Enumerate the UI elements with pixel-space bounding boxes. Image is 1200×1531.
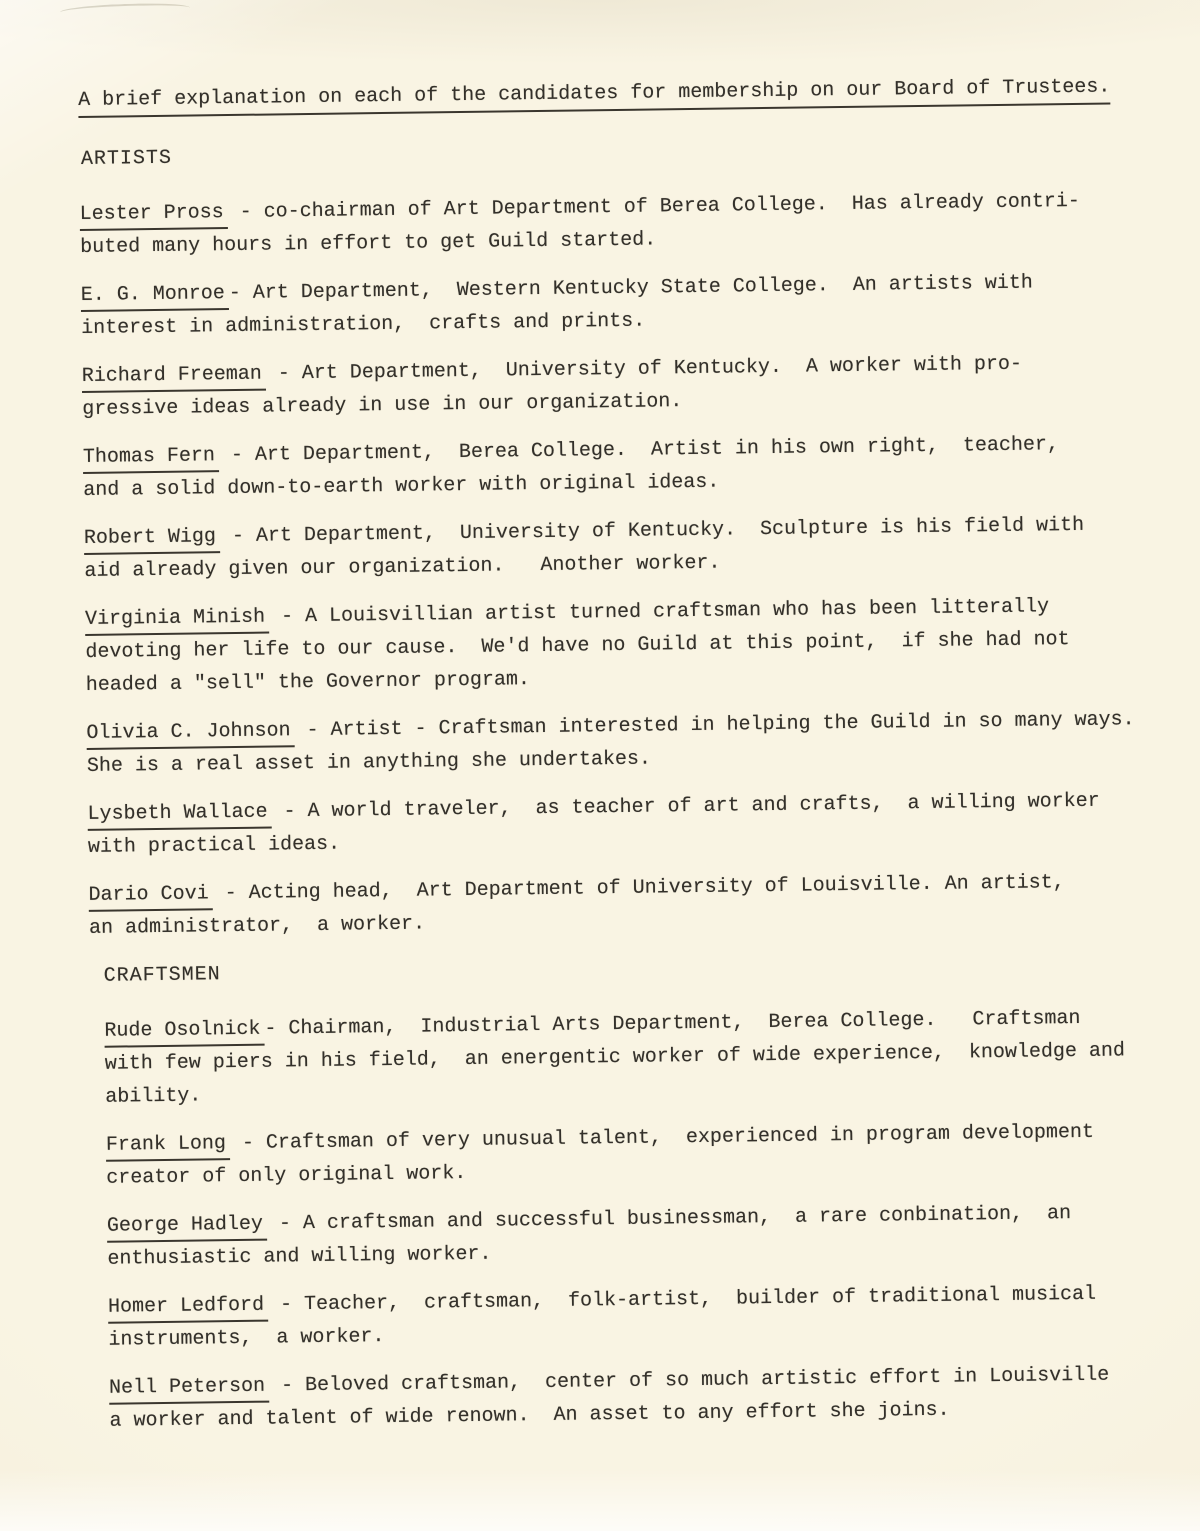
- entry-text: with few piers in his field, an energentic worker of wide experience, knowledge and: [104, 1039, 1126, 1076]
- entry-lester-pross: [79, 184, 1160, 264]
- entry-text: - Acting head, Art Department of University of Louisville. An artist,: [212, 871, 1065, 906]
- entry-name: Frank Long: [106, 1132, 230, 1162]
- entry-nell-peterson: [95, 1358, 1176, 1438]
- entry-text: ability.: [105, 1084, 202, 1109]
- entry-frank-long: [92, 1115, 1173, 1195]
- entry-text: a worker and talent of wide renown. An asset to any effort she joins.: [109, 1398, 950, 1433]
- entry-text: gressive ideas already in use in our organization.: [82, 390, 683, 421]
- entry-name: Virginia Minish: [85, 606, 269, 636]
- entry-text: instruments, a worker.: [108, 1325, 385, 1352]
- entry-name: Lysbeth Wallace: [87, 801, 271, 831]
- entry-text: - Art Department, Berea College. Artist in his own right, teacher,: [218, 433, 1060, 468]
- entry-text: - Teacher, craftsman, folk-artist, builder of traditional musical: [267, 1282, 1097, 1317]
- entry-name: Homer Ledford: [108, 1294, 268, 1324]
- entry-name: Nell Peterson: [109, 1375, 269, 1405]
- document-content: [78, 70, 1176, 1453]
- entry-rude-osolnick: [90, 1001, 1171, 1114]
- document-title: [78, 70, 1158, 117]
- entry-name: Thomas Fern: [83, 444, 219, 474]
- entry-name: Olivia C. Johnson: [86, 719, 294, 750]
- entry-name: Lester Pross: [80, 201, 228, 231]
- entry-name: E. G. Monroe: [81, 282, 229, 312]
- entry-robert-wigg: [84, 508, 1165, 588]
- section-heading-craftsmen: CRAFTSMEN: [103, 963, 221, 988]
- entry-text: - Beloved craftsman, center of so much artistic effort in Louisville: [268, 1363, 1110, 1398]
- entry-text: creator of only original work.: [106, 1162, 467, 1190]
- section-artists: [79, 129, 1169, 945]
- entry-text: with practical ideas.: [87, 832, 341, 859]
- entry-olivia-johnson: [86, 703, 1167, 783]
- entry-text: devoting her life to our cause. We'd have no Guild at this point, if she had not: [85, 628, 1070, 664]
- entry-homer-ledford: [94, 1277, 1175, 1357]
- entry-name: Richard Freeman: [82, 363, 266, 393]
- entry-thomas-fern: [83, 427, 1164, 507]
- entry-text: - co-chairman of Art Department of Berea College. Has already contri-: [227, 189, 1080, 225]
- document-title-text: A brief explanation on each of the candidates for membership on our Board of Trustees.: [78, 75, 1110, 118]
- entry-text: - Art Department, University of Kentucky. A worker with pro-: [265, 352, 1023, 386]
- entry-text: - Artist - Craftsman interested in helping the Guild in so many ways.: [294, 708, 1135, 743]
- entry-virginia-minish: [85, 589, 1166, 702]
- entry-e-g-monroe: [81, 265, 1162, 345]
- section-heading-artists: ARTISTS: [80, 146, 173, 171]
- entry-text: - Chairman, Industrial Arts Department, Berea College. Craftsman: [264, 1006, 1081, 1041]
- entry-name: Dario Covi: [88, 882, 212, 912]
- entry-text: - Art Department, University of Kentucky. Sculpture is his field with: [219, 513, 1085, 549]
- entry-text: enthusiastic and willing worker.: [107, 1242, 492, 1271]
- scan-crease: [60, 2, 190, 19]
- entry-name: Rude Osolnick: [104, 1018, 264, 1048]
- entry-text: aid already given our organization. Another worker.: [84, 551, 721, 583]
- entry-name: George Hadley: [107, 1213, 267, 1243]
- entry-george-hadley: [93, 1196, 1174, 1276]
- entry-text: buted many hours in effort to get Guild started.: [79, 228, 657, 259]
- entry-lysbeth-wallace: [87, 784, 1168, 864]
- entry-text: an administrator, a worker.: [88, 912, 426, 940]
- entry-text: - A craftsman and successful businessman, a rare conbination, an: [266, 1202, 1072, 1236]
- entry-name: Robert Wigg: [84, 525, 220, 555]
- section-craftsmen: [89, 946, 1175, 1438]
- entry-richard-freeman: [82, 346, 1163, 426]
- entry-text: and a solid down-to-earth worker with original ideas.: [83, 470, 720, 502]
- entry-text: - A Louisvillian artist turned craftsman who has been litterally: [268, 595, 1050, 629]
- entry-text: - Craftsman of very unusual talent, experienced in program development: [229, 1120, 1095, 1156]
- entry-text: - A world traveler, as teacher of art and crafts, a willing worker: [271, 789, 1100, 824]
- entry-text: interest in administration, crafts and prints.: [81, 309, 646, 340]
- entry-text: - Art Department, Western Kentucky State College. An artists with: [228, 271, 1034, 306]
- entry-text: She is a real asset in anything she undertakes.: [86, 747, 652, 778]
- entry-text: headed a "sell" the Governor program.: [85, 668, 531, 697]
- entry-dario-covi: [88, 865, 1169, 945]
